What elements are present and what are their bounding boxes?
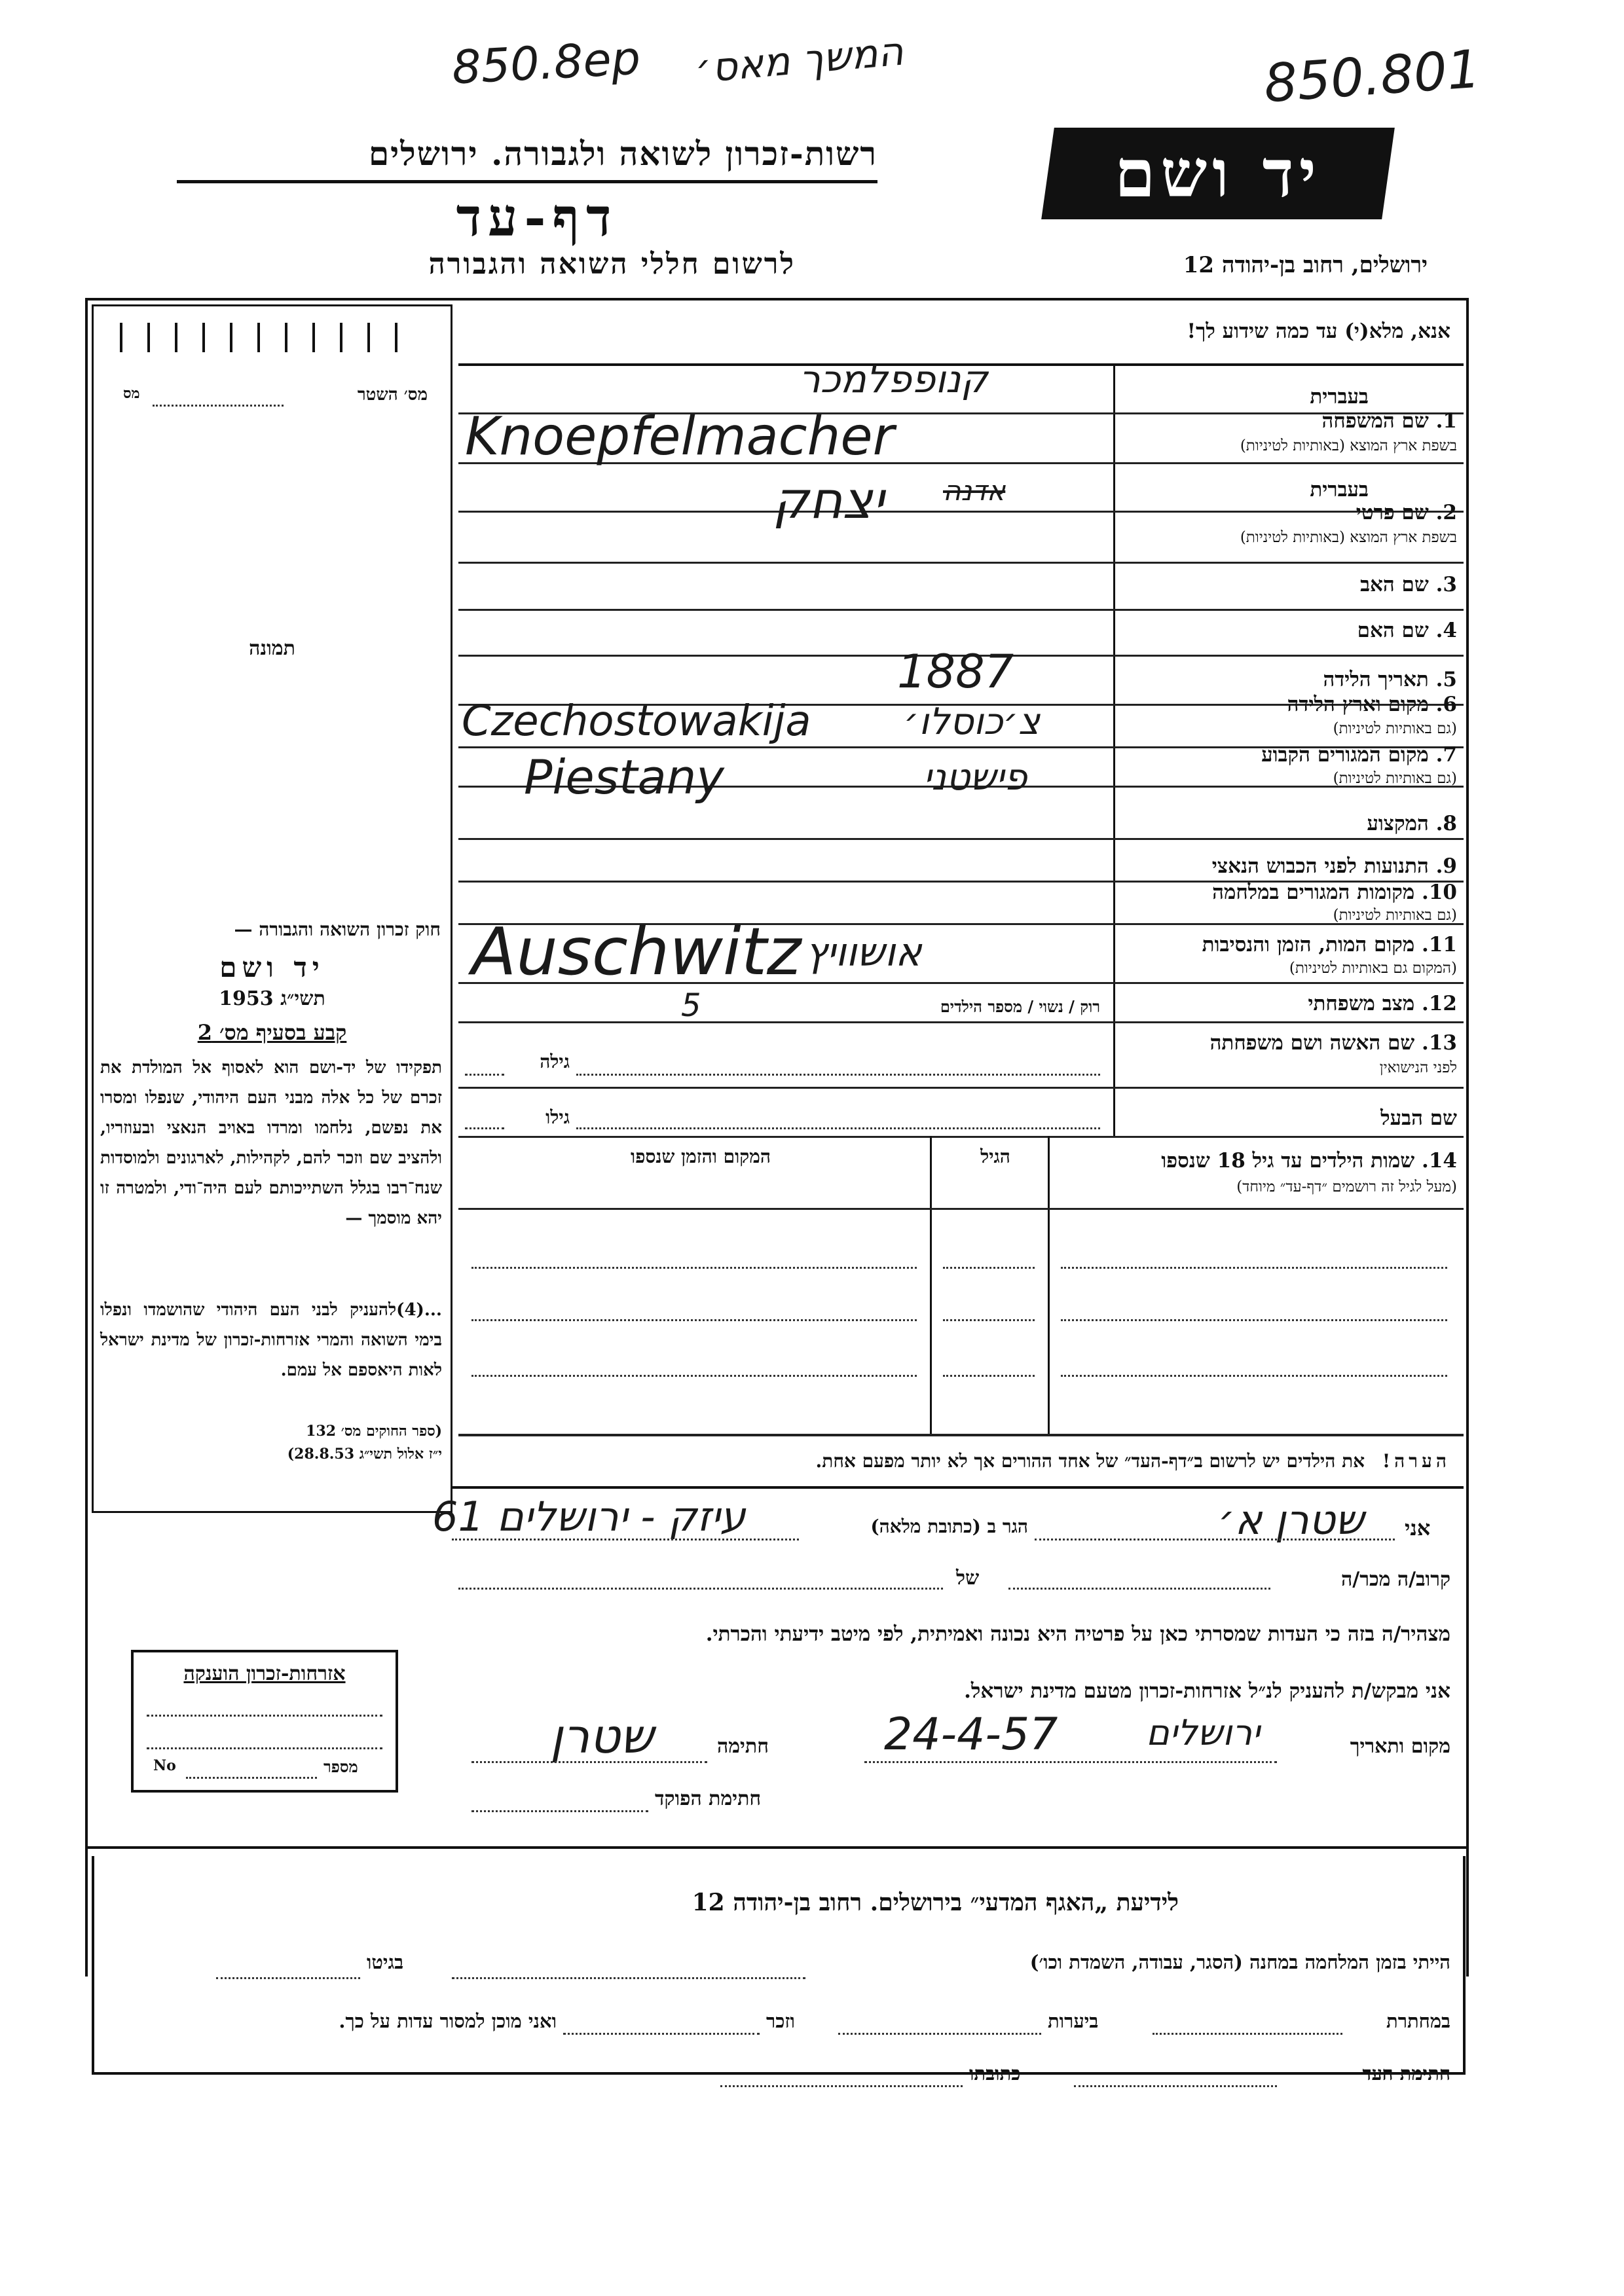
field-12-label: 12. מצב משפחתי <box>1308 992 1457 1015</box>
field-7-latin: Piestany <box>524 750 724 805</box>
children-row-1-age <box>943 1267 1035 1269</box>
husband-label: שם הבעל <box>1380 1106 1457 1130</box>
field-3-label: 3. שם האב <box>1360 573 1457 596</box>
field-10-label: 10. מקומות המגורים במלחמה <box>1212 881 1457 904</box>
law-year: תשי״ג 1953 <box>219 987 325 1010</box>
citizenship-box-title: אזרחות-זכרון הוענקה <box>183 1662 346 1685</box>
declaration-relative: קרוב/ה מכר/ה <box>1341 1568 1450 1591</box>
bottom-ghetto-line <box>216 1977 360 1979</box>
field-6-sub: (גם באותיות לטיניות) <box>1333 720 1457 737</box>
bottom-section-divider <box>85 1846 1467 1849</box>
authority-underline <box>177 180 877 183</box>
hebrew-label-1: בעברית <box>1310 385 1369 409</box>
field-11-sub: (המקום גם באותיות לטיניות) <box>1289 960 1457 977</box>
place-date-line <box>864 1761 1277 1763</box>
note-label: הערה! <box>1382 1450 1450 1472</box>
bottom-address: כתובתו <box>969 2062 1021 2085</box>
children-row-2-age <box>943 1319 1035 1321</box>
field-1-latin: Knoepfelmacher <box>465 406 895 467</box>
children-bottom-line <box>458 1434 1464 1436</box>
field-12-options: רוק / נשוי / מספר הילדים <box>940 997 1100 1016</box>
children-row-3-name <box>1061 1375 1447 1377</box>
field-2-struck: אדנה <box>943 475 1006 507</box>
declaration-of-line <box>458 1588 943 1590</box>
children-place-header: המקום והזמן שנספו <box>631 1146 771 1167</box>
field-6-latin: Czechostowakija <box>462 697 811 746</box>
wife-age-line <box>465 1074 504 1076</box>
law-section: קבע בסעיף מס׳ 2 <box>197 1020 347 1045</box>
field-2-hebrew: יצחק <box>773 471 885 530</box>
form-subtitle: לרשום חללי השואה והגבורה <box>428 247 796 281</box>
children-header-line <box>458 1208 1464 1210</box>
place-value: ירושלים <box>1146 1712 1261 1753</box>
field-13-label: 13. שם האשה ושם משפחתה <box>1209 1031 1457 1055</box>
children-col-divider-2 <box>1048 1136 1050 1434</box>
field-11-latin: Auschwitz <box>471 913 802 990</box>
field-9-label: 9. התנועות לפני הכבוש הנאצי <box>1211 854 1457 878</box>
bottom-forests-line <box>838 2033 1041 2035</box>
row-divider-16 <box>458 1136 1464 1138</box>
field-6-label: 6. מקום וארץ הלידה <box>1287 693 1457 716</box>
citizenship-box <box>131 1650 398 1793</box>
bottom-ready: ואני מוכן למסור עדות על כך. <box>339 2010 557 2032</box>
children-col-divider-1 <box>930 1136 932 1434</box>
signature-value: שטרן <box>550 1709 654 1764</box>
bottom-address-line <box>720 2085 963 2087</box>
note-row <box>458 1450 1450 1472</box>
children-age-header: הגיל <box>980 1146 1010 1167</box>
wife-name-line <box>576 1074 1100 1076</box>
children-row-1-name <box>1061 1267 1447 1269</box>
authority-title: רשות-זכרון לשואה ולגבורה. ירושלים <box>368 134 877 173</box>
citizenship-number-line <box>186 1777 317 1779</box>
declaration-relative-line <box>1008 1588 1270 1590</box>
field-10-sub: (גם באותיות לטיניות) <box>1333 907 1457 924</box>
bottom-underground: במחתרת <box>1386 2010 1450 2032</box>
place-date-label: מקום ותאריך <box>1350 1735 1450 1758</box>
declaration-name-line <box>1035 1539 1395 1540</box>
children-row-3-age <box>943 1375 1035 1377</box>
field-13-sub: לפני הנישואין <box>1379 1059 1457 1076</box>
officer-signature-label: חתימת הפוקד <box>655 1787 762 1810</box>
handwritten-note: המשך מאס׳ <box>693 28 906 93</box>
citizenship-box-line-2 <box>147 1747 382 1749</box>
declaration-i-am: אני <box>1405 1516 1431 1540</box>
declaration-request: אני מבקש/ת להעניק לנ״ל אזרחות-זכרון מטעם מדינת ישראל. <box>964 1679 1450 1703</box>
signature-label: חתימה <box>717 1735 769 1758</box>
field-6-hebrew: צ׳כוסלו׳ <box>904 701 1041 743</box>
law-text: תפקידו של יד-ושם הוא לאסוף אל המולדת את זכרם של כל אלה מבני העם היהודי, שנפלו ומסרו את נפשם, נלחמו ומרדו באויב הנאצי ובעוזריו, ולהציב שם וזכר להם, לקהילות, לארגונים ולמוסדות שנח־רבו בגלל השתייכותם לעם היה־ודי, ולמטרה זו יהא מוסמך — <box>100 1058 442 1228</box>
bottom-camp-line <box>452 1977 805 1979</box>
citizenship-number-prefix: No <box>153 1757 176 1774</box>
photo-label: תמונה <box>249 637 295 660</box>
note-text: את הילדים יש לרשום ב״דף-העד״ של אחד ההורים אך לא יותר מפעם אחת. <box>815 1450 1365 1472</box>
declaration-address-line <box>452 1539 799 1540</box>
field-8-label: 8. המקצוע <box>1367 812 1457 835</box>
field-5-label: 5. תאריך הלידה <box>1323 668 1457 691</box>
note-bottom-line <box>452 1486 1464 1489</box>
registration-number-line <box>153 405 284 407</box>
field-14-label: 14. שמות הילדים עד גיל 18 שנספו <box>1161 1149 1457 1173</box>
row-divider-5 <box>458 609 1464 611</box>
field-1-sub: בשפת ארץ המוצא (באותיות לטיניות) <box>1240 437 1457 454</box>
left-column <box>92 304 452 1513</box>
citizenship-box-line-1 <box>147 1715 382 1717</box>
registration-number-label: מס׳ השטר <box>357 385 428 405</box>
bottom-ghetto: בגיטו <box>367 1951 404 1973</box>
declaration-statement: מצהיר/ה בזה כי העדות שמסרתי כאן על פרטיה היא נכונה ואמיתית, לפי מיטב ידיעתי והכרתי. <box>705 1622 1450 1646</box>
row-divider-3 <box>458 511 1464 513</box>
field-2-sub: בשפת ארץ המוצא (באותיות לטיניות) <box>1240 529 1457 546</box>
declaration-of: של <box>956 1567 980 1590</box>
signature-line <box>471 1761 707 1763</box>
field-7-label: 7. מקום המגורים הקבוע <box>1261 743 1457 767</box>
hebrew-label-2: בעברית <box>1310 478 1369 501</box>
field-4-label: 4. שם האם <box>1357 619 1457 642</box>
field-11-label: 11. מקום המות, הזמן והנסיבות <box>1202 933 1457 957</box>
children-row-3-place <box>471 1375 917 1377</box>
registration-ticks <box>120 323 421 352</box>
husband-name-line <box>576 1127 1100 1129</box>
header-address: ירושלים, רחוב בן-יהודה 12 <box>1183 252 1428 278</box>
law-ref-1: (ספר החוקים מס׳ 132 <box>306 1423 442 1440</box>
declaration-resides: הגר ב (כתובת מלאה) <box>870 1516 1028 1537</box>
instruction: אנא, מלא(י) עד כמה שידוע לך! <box>1187 319 1450 343</box>
field-2-label: 2. שם פרטי <box>1356 501 1457 524</box>
officer-signature-line <box>471 1810 648 1812</box>
field-14-sub: (מעל לגיל זה רושמים ״דף-עד״ מיוחד) <box>1236 1178 1457 1195</box>
form-title: דף-עד <box>456 187 618 248</box>
law-name: יד ושם <box>219 951 325 983</box>
bottom-remember-line <box>563 2033 760 2035</box>
field-1-hebrew: קנופפלמכר <box>799 357 988 401</box>
row-divider-10 <box>458 838 1464 840</box>
field-5-value: 1887 <box>897 645 1014 699</box>
label-column-divider <box>1113 365 1115 1136</box>
bottom-underground-line <box>1153 2033 1342 2035</box>
yad-vashem-logo: יד ושם <box>1041 128 1395 219</box>
field-7-sub: (גם באותיות לטיניות) <box>1333 770 1457 787</box>
husband-age-label: גילו <box>545 1106 570 1128</box>
registration-number-suffix: מס <box>123 385 140 402</box>
law-text-2: ...(4)להעניק לבני העם היהודי שהושמדו ונפלו בימי השואה והמרי אזרחות-זכרון של מדינת ישראל לאות היאספם אל עמם. <box>100 1300 442 1380</box>
bottom-title: לידיעת „האגף המדעי״ בירושלים. רחוב בן-יהודה 12 <box>692 1889 1179 1916</box>
bottom-witness-signature-line <box>1074 2085 1277 2087</box>
children-row-2-name <box>1061 1319 1447 1321</box>
field-11-hebrew: אושוויץ <box>805 930 922 975</box>
row-divider-4 <box>458 562 1464 564</box>
law-title: חוק זכרון השואה והגבורה — <box>234 919 441 940</box>
husband-age-line <box>465 1127 504 1129</box>
handwritten-ref-left: 850.8ep <box>451 31 642 95</box>
date-value: 24-4-57 <box>884 1709 1058 1760</box>
row-divider-15 <box>458 1087 1464 1089</box>
row-divider-14 <box>458 1021 1464 1023</box>
field-12-value: 5 <box>681 987 701 1024</box>
citizenship-number-label: מספר <box>323 1757 358 1776</box>
bottom-remember: וזכר <box>766 2010 795 2032</box>
declaration-address: עיזק - ירושלים 61 <box>432 1493 746 1540</box>
law-ref-2: י״ז אלול תשי״ג 28.8.53) <box>287 1446 442 1463</box>
declaration-name: שטרן א׳ <box>1218 1496 1364 1544</box>
handwritten-ref-right: 850.801 <box>1262 38 1483 115</box>
bottom-forests: ביערות <box>1048 2010 1099 2032</box>
children-row-1-place <box>471 1267 917 1269</box>
bottom-witness-signature: חתימת העד <box>1362 2062 1450 2085</box>
bottom-line-1: הייתי בזמן המלחמה במחנה (הסגר, עבודה, השמדת וכו׳) <box>1029 1951 1450 1973</box>
field-1-label: 1. שם המשפחה <box>1321 409 1457 433</box>
wife-age-label: גילה <box>540 1051 570 1072</box>
field-7-hebrew: פישטני <box>923 756 1027 799</box>
children-row-2-place <box>471 1319 917 1321</box>
